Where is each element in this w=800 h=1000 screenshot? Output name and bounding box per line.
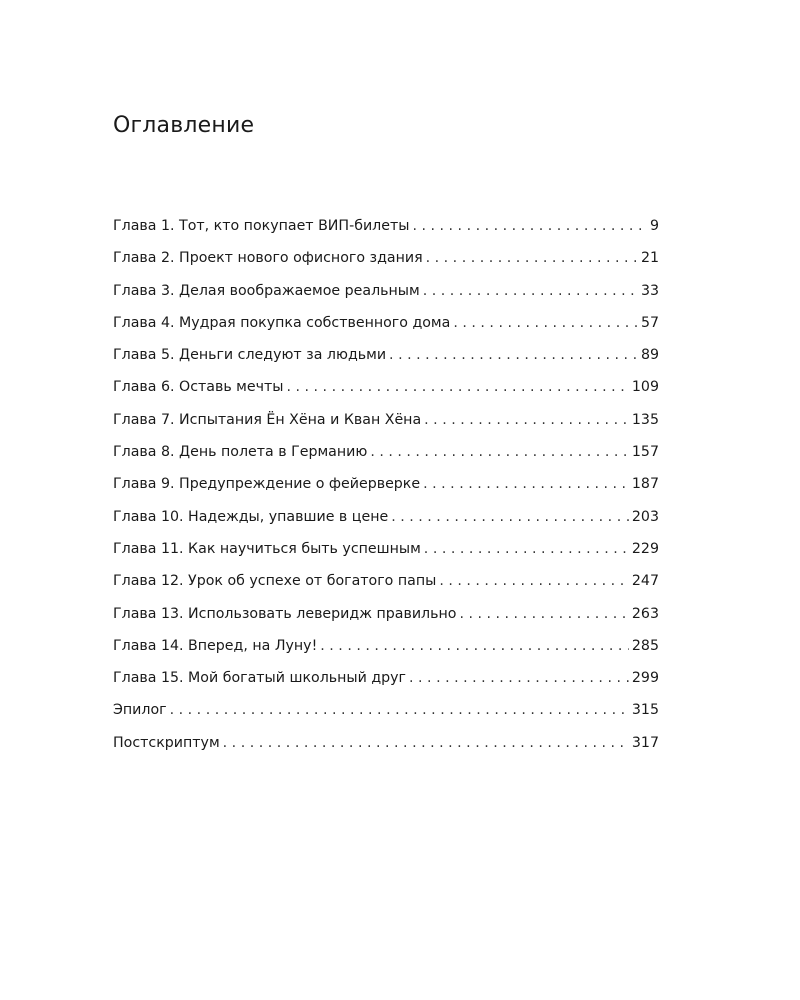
toc-entry-page-number: 89 — [640, 347, 659, 364]
toc-entry — [113, 606, 659, 638]
toc-dot-leader — [423, 283, 638, 299]
toc-entry-page-number: 21 — [640, 250, 659, 267]
toc-entry-label: Глава 10. Надежды, упавшие в цене — [113, 508, 389, 525]
toc-dot-leader — [412, 218, 647, 234]
toc-entry — [113, 379, 659, 411]
toc-entry-page-number: 299 — [631, 670, 659, 687]
toc-entry — [113, 444, 659, 476]
toc-entry — [113, 735, 659, 767]
toc-entry — [113, 702, 659, 734]
toc-entry-page-number: 187 — [631, 476, 659, 493]
page-title: Оглавление — [113, 113, 255, 138]
table-of-contents — [113, 218, 659, 767]
toc-entry-label: Глава 11. Как научиться быть успешным — [113, 540, 421, 557]
toc-dot-leader — [223, 735, 629, 751]
toc-entry-label: Глава 3. Делая воображаемое реальным — [113, 282, 420, 299]
toc-entry-page-number: 33 — [640, 282, 659, 299]
toc-entry-label: Глава 15. Мой богатый школьный друг — [113, 670, 407, 687]
toc-dot-leader — [439, 573, 629, 589]
toc-dot-leader — [426, 250, 638, 266]
toc-entry-label: Глава 4. Мудрая покупка собственного дома — [113, 314, 451, 331]
toc-dot-leader — [453, 315, 638, 331]
toc-entry-label: Глава 14. Вперед, на Луну! — [113, 637, 318, 654]
toc-entry-label: Глава 8. День полета в Германию — [113, 444, 368, 461]
toc-entry — [113, 541, 659, 573]
toc-entry-page-number: 315 — [631, 702, 659, 719]
toc-entry-page-number: 317 — [631, 734, 659, 751]
toc-entry — [113, 670, 659, 702]
toc-entry-page-number: 9 — [649, 218, 659, 234]
toc-dot-leader — [424, 541, 629, 557]
toc-entry-page-number: 109 — [631, 379, 659, 396]
toc-entry-page-number: 157 — [631, 444, 659, 461]
toc-dot-leader — [424, 412, 629, 428]
toc-entry-label: Глава 5. Деньги следуют за людьми — [113, 347, 387, 364]
toc-entry — [113, 218, 659, 250]
toc-entry-page-number: 57 — [640, 314, 659, 331]
toc-entry-label: Постскриптум — [113, 734, 220, 751]
toc-dot-leader — [286, 379, 628, 395]
toc-entry-label: Глава 2. Проект нового офисного здания — [113, 250, 423, 267]
toc-dot-leader — [370, 444, 629, 460]
toc-entry — [113, 315, 659, 347]
toc-entry-label: Глава 7. Испытания Ён Хёна и Кван Хёна — [113, 411, 422, 428]
toc-entry-label: Глава 1. Тот, кто покупает ВИП-билеты — [113, 218, 410, 234]
toc-dot-leader — [170, 702, 629, 718]
toc-entry-page-number: 263 — [631, 605, 659, 622]
toc-entry-label: Глава 12. Урок об успехе от богатого папы — [113, 573, 437, 590]
toc-entry-page-number: 135 — [631, 411, 659, 428]
toc-entry-label: Глава 9. Предупреждение о фейерверке — [113, 476, 421, 493]
toc-entry-label: Глава 13. Использовать леверидж правильно — [113, 605, 457, 622]
toc-entry — [113, 638, 659, 670]
toc-dot-leader — [423, 476, 629, 492]
toc-entry — [113, 347, 659, 379]
toc-dot-leader — [391, 509, 629, 525]
toc-entry — [113, 283, 659, 315]
toc-dot-leader — [389, 347, 638, 363]
toc-entry-page-number: 285 — [631, 637, 659, 654]
toc-entry-page-number: 203 — [631, 508, 659, 525]
toc-entry-label: Эпилог — [113, 702, 167, 719]
toc-entry-label: Глава 6. Оставь мечты — [113, 379, 284, 396]
toc-entry — [113, 476, 659, 508]
toc-entry-page-number: 229 — [631, 540, 659, 557]
toc-entry — [113, 509, 659, 541]
toc-dot-leader — [459, 606, 628, 622]
toc-entry — [113, 250, 659, 282]
toc-dot-leader — [320, 638, 629, 654]
toc-dot-leader — [409, 670, 629, 686]
toc-entry — [113, 412, 659, 444]
toc-entry-page-number: 247 — [631, 573, 659, 590]
toc-entry — [113, 573, 659, 605]
